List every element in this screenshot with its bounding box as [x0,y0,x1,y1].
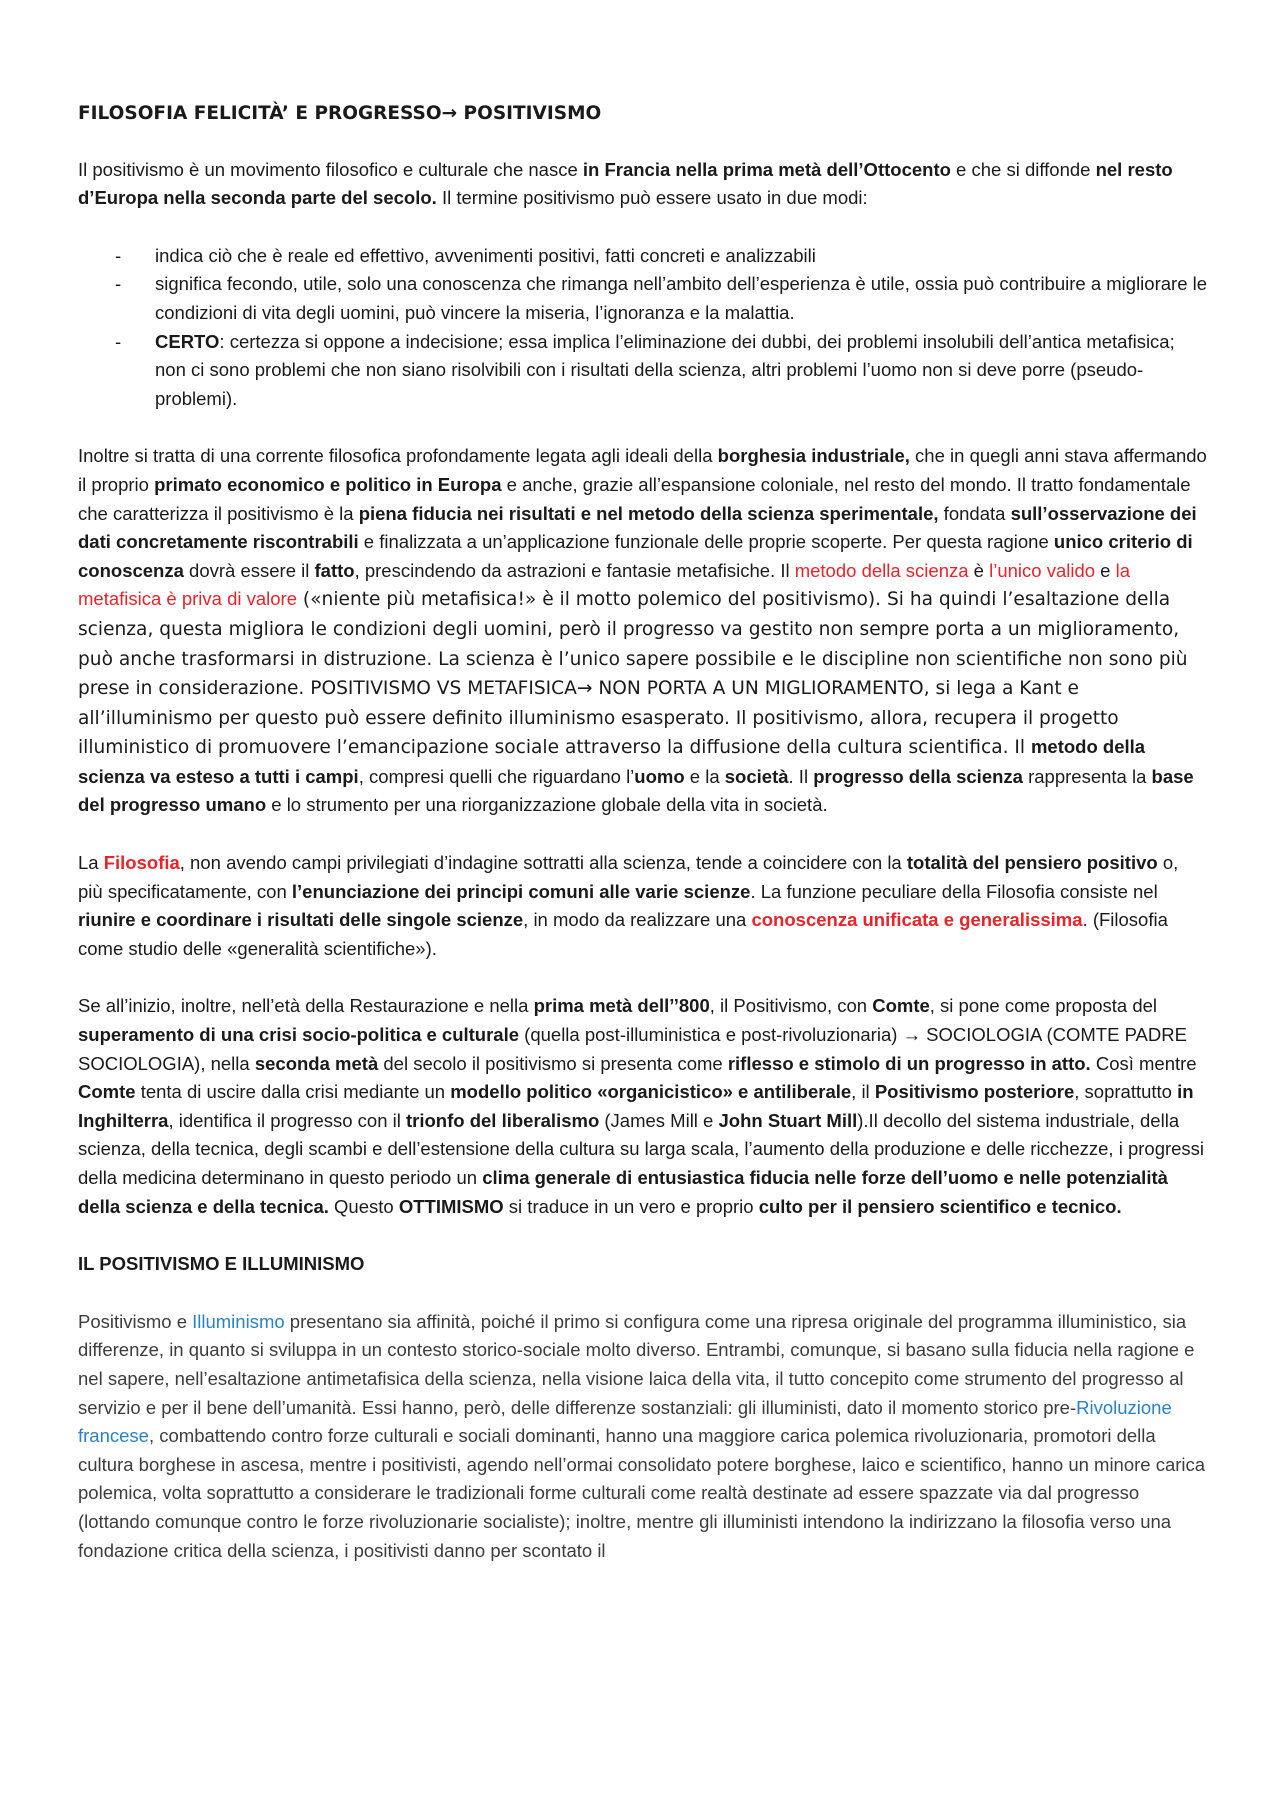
rivoluzione-francese-link[interactable]: Rivoluzione francese [78,1396,1172,1447]
restoration-paragraph: Se all’inizio, inoltre, nell’età della Restaurazione e nella prima metà dell’’800, il Positivismo, con Comte, si pone come proposta del superamento di una crisi socio-politica e culturale (quella post-illuministica e post-rivoluzionaria) → SOCIOLOGIA (COMTE PADRE SOCIOLOGIA), nella seconda metà del secolo il positivismo si presenta come riflesso e stimolo di un progresso in atto. Così mentre Comte tenta di uscire dalla crisi mediante un modello politico «organicistico» e antiliberale, il Positivismo posteriore, soprattutto in Inghilterra, identifica il progresso con il trionfo del liberalismo (James Mill e John Stuart Mill).Il decollo del sistema industriale, della scienza, della tecnica, degli scambi e dell’estensione della cultura su larga scala, l’aumento della produzione e delle ricchezze, i progressi della medicina determinano in questo periodo un clima generale di entusiastica fiducia nelle forze dell’uomo e nelle potenzialità della scienza e della tecnica. Questo OTTIMISMO si traduce in un vero e proprio culto per il pensiero scientifico e tecnico. [78,995,1205,1217]
highlight-text: la metafisica è priva di valore [78,559,1131,610]
highlight-text: metodo della scienza [794,559,969,581]
comparison-paragraph: Positivismo e Illuminismo presentano sia affinità, poiché il primo si configura come una ripresa originale del programma illuministico, sia differenze, in quanto si sviluppa in un contesto storico-sociale molto diverso. Entrambi, comunque, si basano sulla fiducia nella ragione e nel sapere, nell’esaltazione antimetafisica della scienza, nella visione laica della vita, il tutto concepito come strumento del progresso al servizio e per il bene dell’umanità. Essi hanno, però, delle differenze sostanziali: gli illuministi, dato il momento storico pre-Rivoluzione francese, combattendo contro forze culturali e sociali dominanti, hanno una maggiore carica polemica rivoluzionaria, promotori della cultura borghese in ascesa, mentre i positivisti, agendo nell’ormai consolidato potere borghese, laico e scientifico, hanno un minore carica polemica, volta soprattutto a considerare le tradizionali forme culturali come realtà destinate ad essere spazzate via dal progresso (lottando comunque contro le forze rivoluzionarie socialiste); inoltre, mentre gli illuministi intendono la indirizzano la filosofia verso una fondazione critica della scienza, i positivisti danno per scontato il [78,1310,1206,1561]
meanings-list [78,242,1208,414]
highlight-text: Filosofia [103,852,180,874]
document-page [78,100,1208,1594]
illuminismo-link[interactable]: Illuminismo [192,1310,285,1332]
highlight-text: l’unico valido [989,559,1096,581]
list-item: - significa fecondo, utile, solo una conoscenza che rimanga nell’ambito dell’esperienza è utile, ossia può contribuire a migliorare le condizioni di vita degli uomini, può vincere la miseria, l’ignoranza e la malattia. [78,270,1208,327]
arrow-icon: → [902,1024,922,1046]
list-item: - CERTO: certezza si oppone a indecisione; essa implica l’eliminazione dei dubbi, dei problemi insolubili dell’antica metafisica; non ci sono problemi che non siano risolvibili con i risultati della scienza, altri problemi l’uomo non si deve porre (pseudo-problemi). [78,328,1208,414]
philosophy-paragraph: La Filosofia, non avendo campi privilegiati d’indagine sottratti alla scienza, tende a coincidere con la totalità del pensiero positivo o, più specificatamente, con l’enunciazione dei principi comuni alle varie scienze. La funzione peculiare della Filosofia consiste nel riunire e coordinare i risultati delle singole scienze, in modo da realizzare una conoscenza unificata e generalissima. (Filosofia come studio delle «generalità scientifiche»). [78,852,1179,959]
page-title: FILOSOFIA FELICITÀ’ E PROGRESSO→ POSITIVISMO [78,103,602,124]
section-heading: IL POSITIVISMO E ILLUMINISMO [78,1253,365,1275]
bourgeoisie-paragraph: Inoltre si tratta di una corrente filosofica profondamente legata agli ideali della borghesia industriale, che in quegli anni stava affermando il proprio primato economico e politico in Europa e anche, grazie all’espansione coloniale, nel resto del mondo. Il tratto fondamentale che caratterizza il positivismo è la piena fiducia nei risultati e nel metodo della scienza sperimentale, fondata sull’osservazione dei dati concretamente riscontrabili e finalizzata a un’applicazione funzionale delle proprie scoperte. Per questa ragione unico criterio di conoscenza dovrà essere il fatto, prescindendo da astrazioni e fantasie metafisiche. Il metodo della scienza è l’unico valido e la metafisica è priva di valore («niente più metafisica!» è il motto polemico del positivismo). Si ha quindi l’esaltazione della scienza, questa migliora le condizioni degli uomini, però il progresso va gestito non sempre porta a un miglioramento, può anche trasformarsi in distruzione. La scienza è l’unico sapere possibile e le discipline non scientifiche non sono più prese in considerazione. POSITIVISMO VS METAFISICA→ NON PORTA A UN MIGLIORAMENTO, si lega a Kant e all’illuminismo per questo può essere definito illuminismo esasperato. Il positivismo, allora, recupera il progetto illuministico di promuovere l’emancipazione sociale attraverso la diffusione della cultura scientifica. Il metodo della scienza va esteso a tutti i campi, compresi quelli che riguardano l’uomo e la società. Il progresso della scienza rappresenta la base del progresso umano e lo strumento per una riorganizzazione globale della vita in società. [78,445,1207,816]
list-item: - indica ciò che è reale ed effettivo, avvenimenti positivi, fatti concreti e analizzabili [78,242,1208,271]
highlight-text: conoscenza unificata e generalissima [751,909,1083,931]
intro-paragraph: Il positivismo è un movimento filosofico e culturale che nasce in Francia nella prima metà dell’Ottocento e che si diffonde nel resto d’Europa nella seconda parte del secolo. Il termine positivismo può essere usato in due modi: [78,158,1173,209]
